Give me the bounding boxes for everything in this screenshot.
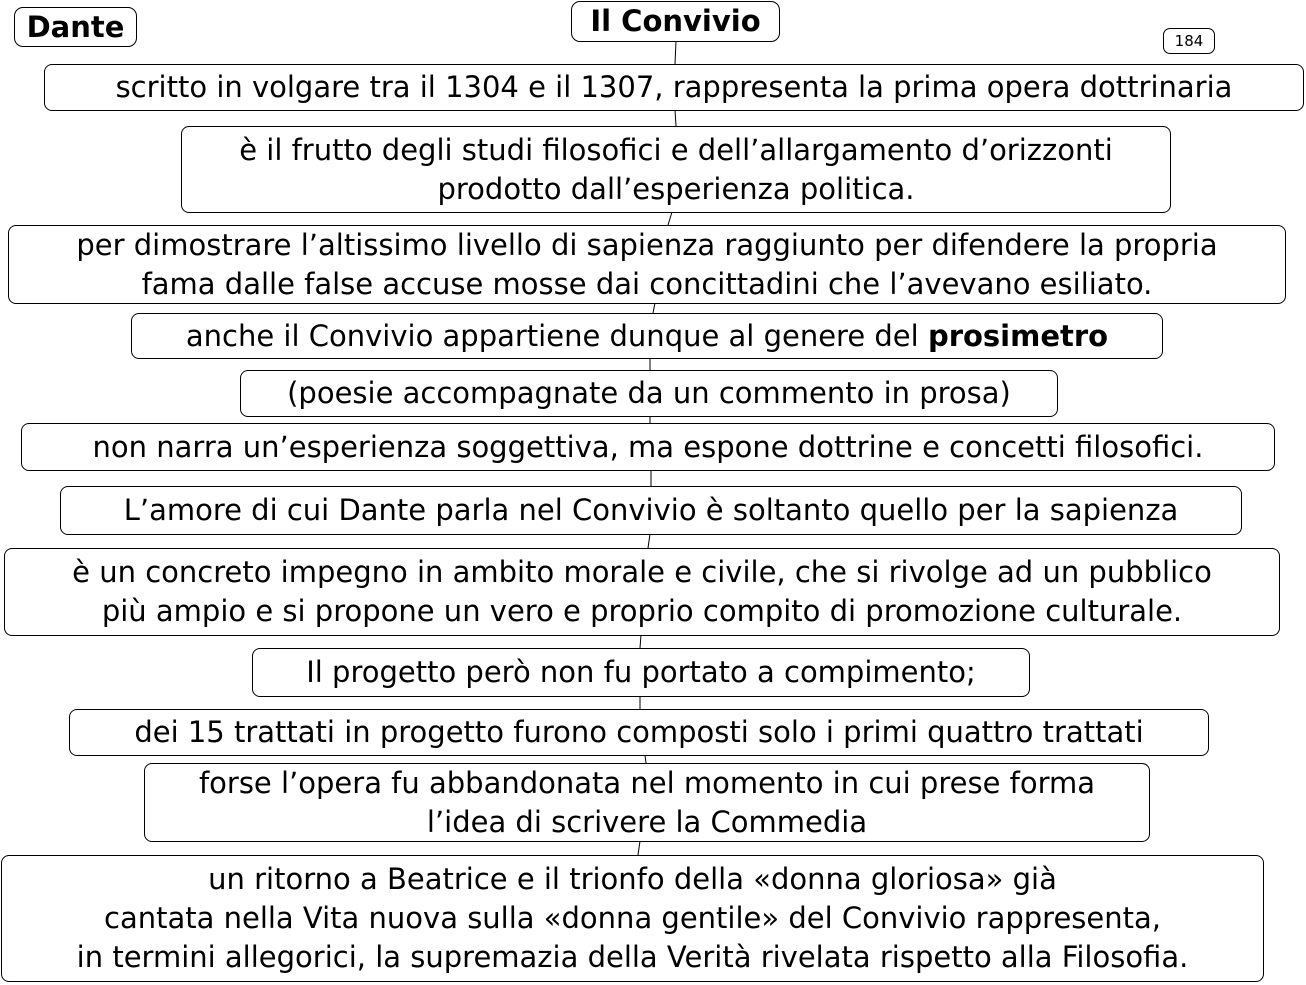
keyword-prosimetro: prosimetro [927,318,1109,353]
node-line: un ritorno a Beatrice e il trionfo della «donna gloriosa» già [208,862,1057,896]
concept-node-studi-filosofici [181,126,1171,213]
node-line: dei 15 trattati in progetto furono composti solo i primi quattro trattati [134,715,1144,749]
connector-line [653,303,655,313]
node-line: cantata nella Vita nuova sulla «donna gentile» del Convivio rappresenta, [104,901,1161,935]
node-line: (poesie accompagnate da un commento in prosa) [287,376,1011,410]
page-number: 184 [1174,32,1204,50]
concept-node-poesie-prosa [240,370,1058,417]
connector-line [640,635,641,648]
concept-node-amore-sapienza [60,486,1242,535]
connector-line [648,534,650,548]
node-line: Il progetto però non fu portato a compimento; [306,655,976,689]
connector-line [675,41,676,64]
concept-node-impegno [4,548,1280,636]
node-line: L’amore di cui Dante parla nel Convivio è soltanto quello per la sapienza [123,493,1179,527]
connector-line [675,110,676,126]
node-text-prefix: anche il Convivio appartiene dunque al genere del [185,318,928,353]
node-line: fama dalle false accuse mosse dai concittadini che l’avevano esiliato. [141,266,1153,301]
node-line: scritto in volgare tra il 1304 e il 1307, rappresenta la prima opera dottrinaria [115,70,1233,104]
node-line: forse l’opera fu abbandonata nel momento in cui prese forma [198,765,1096,800]
node-line: è un concreto impegno in ambito morale e civile, che si rivolge ad un pubblico [72,555,1212,589]
connector-line [668,212,672,225]
node-line: non narra un’esperienza soggettiva, ma espone dottrine e concetti filosofici. [92,429,1204,464]
map-title-text: Il Convivio [590,4,761,38]
map-title [571,1,780,42]
node-line: più ampio e si propone un vero e proprio compito di promozione culturale. [101,594,1183,628]
node-line: è il frutto degli studi filosofici e dell’allargamento d’orizzonti [239,132,1113,167]
node-line: per dimostrare l’altissimo livello di sapienza raggiunto per difendere la propria [76,227,1218,262]
concept-node-commedia [144,763,1150,842]
node-line: in termini allegorici, la supremazia della Verità rivelata rispetto alla Filosofia. [76,940,1189,974]
concept-node-volgare [44,64,1304,111]
node-line: prodotto dall’esperienza politica. [437,171,915,206]
concept-node-dottrine [21,423,1275,471]
connector-line [638,841,640,855]
author-label [14,7,137,47]
connector-line [645,755,646,763]
concept-node-beatrice [1,855,1264,982]
node-line: l’idea di scrivere la Commedia [426,804,868,839]
concept-node-prosimetro [131,313,1163,359]
concept-node-progetto [252,648,1030,697]
author-label-text: Dante [26,9,125,44]
concept-node-trattati [69,709,1209,756]
page-number-badge [1163,28,1215,54]
concept-node-sapienza [8,225,1286,304]
